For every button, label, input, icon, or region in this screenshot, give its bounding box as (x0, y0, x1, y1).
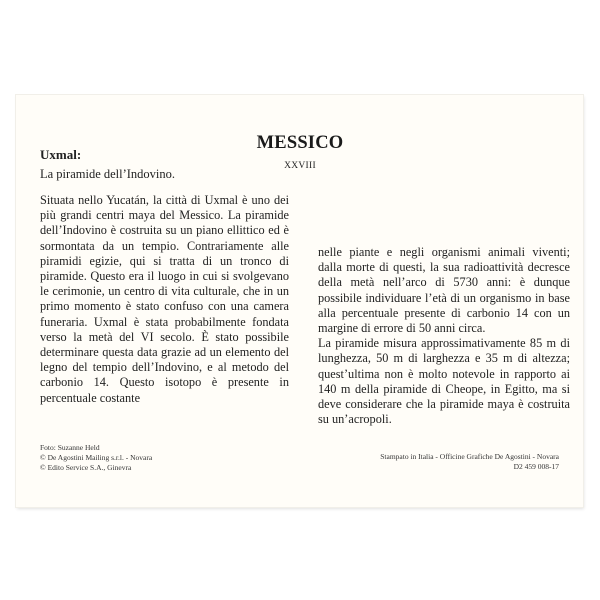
photo-credit: Foto: Suzanne Held (40, 443, 100, 452)
copyright-line: © De Agostini Mailing s.r.l. - Novara (40, 453, 153, 462)
printer-line: Stampato in Italia - Officine Grafiche De Agostini - Novara (380, 452, 559, 461)
text-column-left (40, 193, 289, 406)
printer-info (377, 452, 559, 472)
place-name: Uxmal: (40, 147, 82, 162)
text-column-right (318, 245, 570, 427)
card-number: XXVIII (284, 161, 316, 171)
card-subtitle: La piramide dell’Indovino. (40, 167, 176, 181)
paragraph: La piramide misura approssimativamente 85 m di lunghezza, 50 m di larghezza e 35 m di altezza; quest’ultima non è molto notevole in rapporto ai 140 m della piramide di Cheope, in Egitto, ma si deve considerare che la piramide maya è costruita su un’acropoli. (318, 336, 570, 427)
paragraph: Situata nello Yucatán, la città di Uxmal è uno dei più grandi centri maya del Messico. La piramide dell’Indovino è costruita su un piano ellittico ed è sormontata da un tempio. Contrariamente alle piramidi egizie, qui si tratta di un tronco di piramide. Questo era il luogo in cui si svolgevano le cerimonie, un centro di vita culturale, che in un primo momento è stato confuso con una camera funeraria. Uxmal è stata probabilmente fondata verso la metà del VI secolo. È stato possibile determinare questa data grazie ad un elemento del legno del tempio dell’Indovino, e al metodo del carbonio 14. Questo isotopo è presente in percentuale costante (40, 193, 289, 405)
product-code: D2 459 008-17 (513, 462, 559, 471)
card-title: MESSICO (256, 133, 344, 153)
paragraph: nelle piante e negli organismi animali viventi; dalla morte di questi, la sua radioattività decresce della metà nell’arco di 5730 anni: è dunque possibile individuare l’età di un organismo in base alla percentuale presente di carbonio 14 con un margine di errore di 50 anni circa. (318, 245, 570, 336)
credits (40, 443, 152, 473)
copyright-line: © Edito Service S.A., Ginevra (40, 463, 132, 472)
